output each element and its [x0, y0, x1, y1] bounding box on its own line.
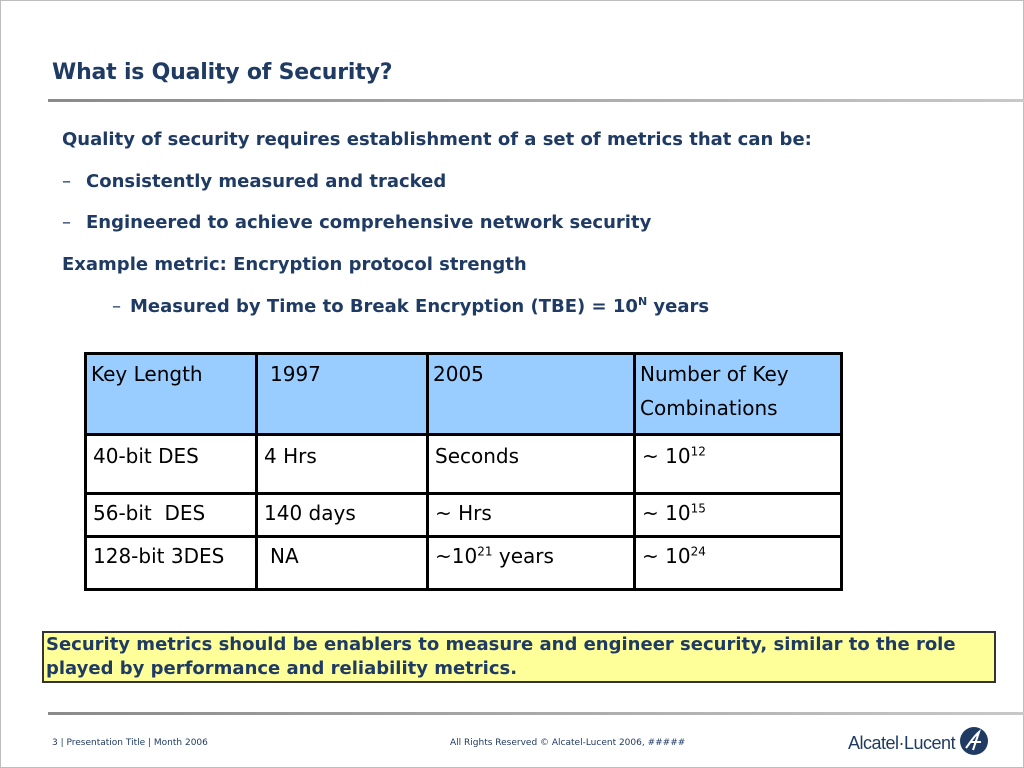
title-divider: [48, 99, 1024, 102]
cell-combinations: [635, 494, 842, 537]
footer-slide-info: 3 | Presentation Title | Month 2006: [52, 738, 208, 748]
example-metric-text: Example metric: Encryption protocol strength: [62, 254, 527, 275]
sub-bullet-text-after: years: [647, 296, 710, 317]
combo-base: ~ 10: [642, 544, 691, 568]
table-row: [86, 435, 842, 494]
sub-bullet-text: Measured by Time to Break Encryption (TBE) = 10: [130, 296, 638, 317]
header-key-combinations: Number of Key Combinations: [635, 354, 842, 435]
table-header-row: [86, 354, 842, 435]
slide-title: What is Quality of Security?: [52, 60, 393, 85]
footer-divider: [48, 712, 1024, 715]
cell-2005: [428, 537, 635, 590]
table-row: [86, 537, 842, 590]
cell-key-length: 40-bit DES: [86, 435, 257, 494]
combo-base: ~ 10: [642, 444, 691, 468]
callout-box: Security metrics should be enablers to measure and engineer security, similar to the role played by performance and reliability metrics.: [42, 631, 996, 683]
tbe-unit: years: [492, 544, 554, 568]
table-row: [86, 494, 842, 537]
cell-1997: 4 Hrs: [257, 435, 428, 494]
footer-copyright: All Rights Reserved © Alcatel-Lucent 2006, #####: [450, 738, 686, 748]
tbe-base: ~10: [435, 544, 478, 568]
key-length-table: [84, 352, 843, 591]
company-logo: [848, 726, 989, 760]
bullet-text: Engineered to achieve comprehensive network security: [86, 212, 652, 233]
combo-base: ~ 10: [642, 501, 691, 525]
bullet-text: Consistently measured and tracked: [86, 171, 447, 192]
bullet-item: [62, 171, 446, 192]
sub-bullet-item: [112, 295, 709, 317]
cell-key-length: 56-bit DES: [86, 494, 257, 537]
cell-key-length: 128-bit 3DES: [86, 537, 257, 590]
bullet-dash: –: [112, 296, 121, 317]
combo-exponent: 12: [690, 444, 706, 459]
cell-combinations: [635, 537, 842, 590]
bullet-item: [62, 212, 651, 233]
cell-combinations: [635, 435, 842, 494]
combo-exponent: 15: [690, 501, 706, 516]
cell-1997: NA: [257, 537, 428, 590]
sub-bullet-superscript: N: [637, 295, 648, 308]
cell-2005: Seconds: [428, 435, 635, 494]
header-2005: 2005: [428, 354, 635, 435]
header-1997: 1997: [257, 354, 428, 435]
bullet-dash: –: [62, 212, 71, 233]
header-key-length: Key Length: [86, 354, 257, 435]
alcatel-lucent-logo-icon: [959, 726, 989, 760]
intro-text: Quality of security requires establishment of a set of metrics that can be:: [62, 129, 812, 150]
bullet-dash: –: [62, 171, 71, 192]
cell-1997: 140 days: [257, 494, 428, 537]
logo-text: Alcatel·Lucent: [848, 732, 956, 753]
tbe-exponent: 21: [477, 544, 493, 559]
cell-2005: ~ Hrs: [428, 494, 635, 537]
combo-exponent: 24: [690, 544, 706, 559]
